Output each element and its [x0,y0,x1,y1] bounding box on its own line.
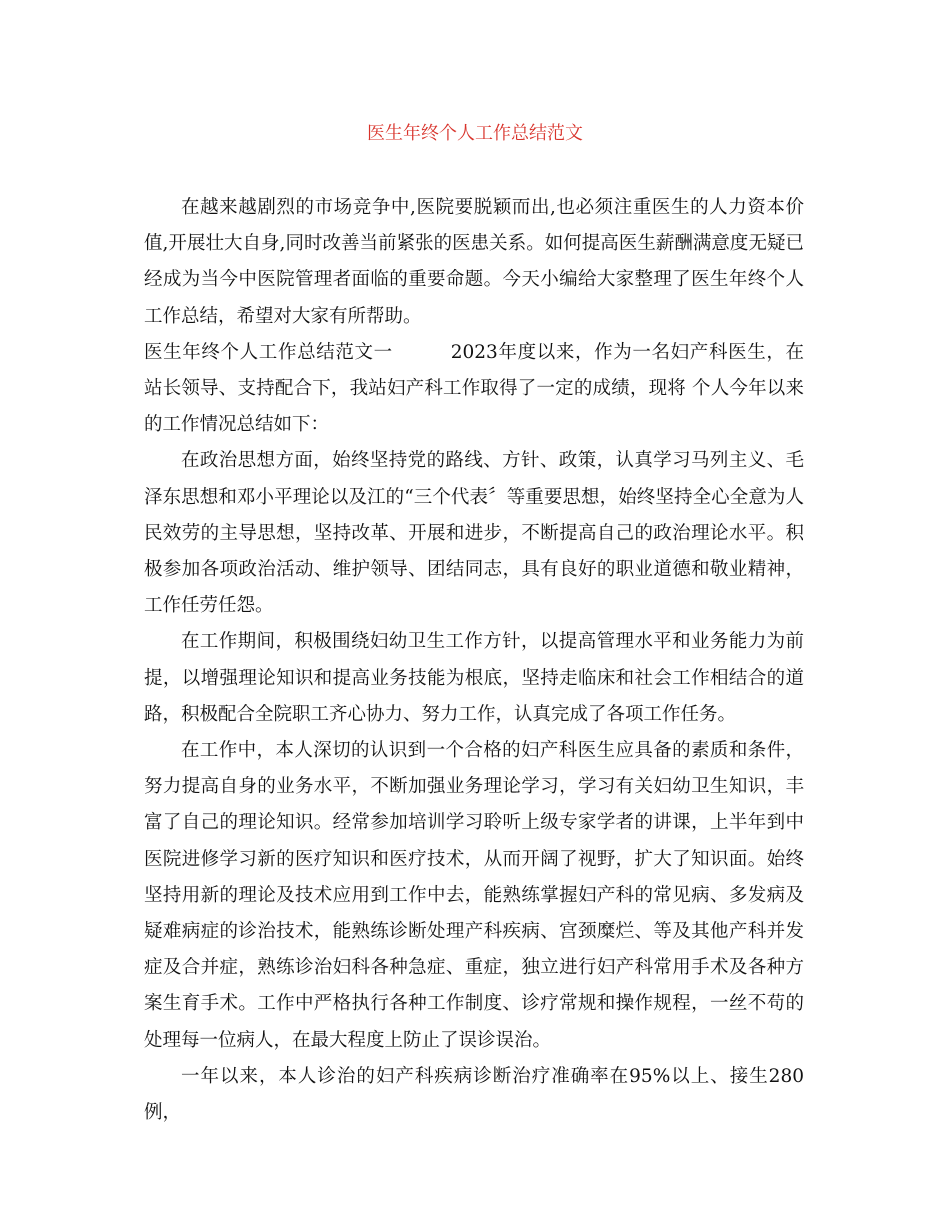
body-paragraph: 在工作期间，积极围绕妇幼卫生工作方针，以提高管理水平和业务能力为前提，以增强理论知识和提高业务技能为根底，坚持走临床和社会工作相结合的道路，积极配合全院职工齐心协力、努力工作，认真完成了各项工作任务。 [144,631,804,725]
document-title: 医生年终个人工作总结范文 [367,123,583,144]
section-paragraph [144,335,804,444]
section-heading: 医生年终个人工作总结范文一 [144,341,393,363]
body-paragraph: 在工作中，本人深切的认识到一个合格的妇产科医生应具备的素质和条件，努力提高自身的业务水平，不断加强业务理论学习，学习有关妇幼卫生知识，丰富了自己的理论知识。经常参加培训学习聆听上级专家学者的讲课，上半年到中医院进修学习新的医疗知识和医疗技术，从而开阔了视野，扩大了知识面。始终坚持用新的理论及技术应用到工作中去，能熟练掌握妇产科的常见病、多发病及疑难病症的诊治技术，能熟练诊断处理产科疾病、宫颈糜烂、等及其他产科并发症及合并症，熟练诊治妇科各种急症、重症，独立进行妇产科常用手术及各种方案生育手术。工作中严格执行各种工作制度、诊疗常规和操作规程，一丝不苟的处理每一位病人，在最大程度上防止了误诊误治。 [144,740,804,1051]
intro-paragraph: 在越来越剧烈的市场竞争中,医院要脱颖而出,也必须注重医生的人力资本价值,开展壮大自身,同时改善当前紧张的医患关系。如何提高医生薪酬满意度无疑已经成为当今中医院管理者面临的重要命题。今天小编给大家整理了医生年终个人工作总结，希望对大家有所帮助。 [144,197,804,327]
section-opening: 2023年度以来，作为一名妇产科医生，在站长领导、支持配合下，我站妇产科工作取得了一定的成绩，现将 个人今年以来的工作情况总结如下： [144,341,804,436]
body-paragraph: 在政治思想方面，始终坚持党的路线、方针、政策，认真学习马列主义、毛泽东思想和邓小平理论以及江的“三个代表〞等重要思想，始终坚持全心全意为人民效劳的主导思想，坚持改革、开展和进步，不断提高自己的政治理论水平。积极参加各项政治活动、维护领导、团结同志，具有良好的职业道德和敬业精神，工作任劳任怨。 [144,450,804,617]
document-body [144,190,804,1131]
body-paragraph: 一年以来，本人诊治的妇产科疾病诊断治疗准确率在95%以上、接生280例， [144,1065,804,1124]
